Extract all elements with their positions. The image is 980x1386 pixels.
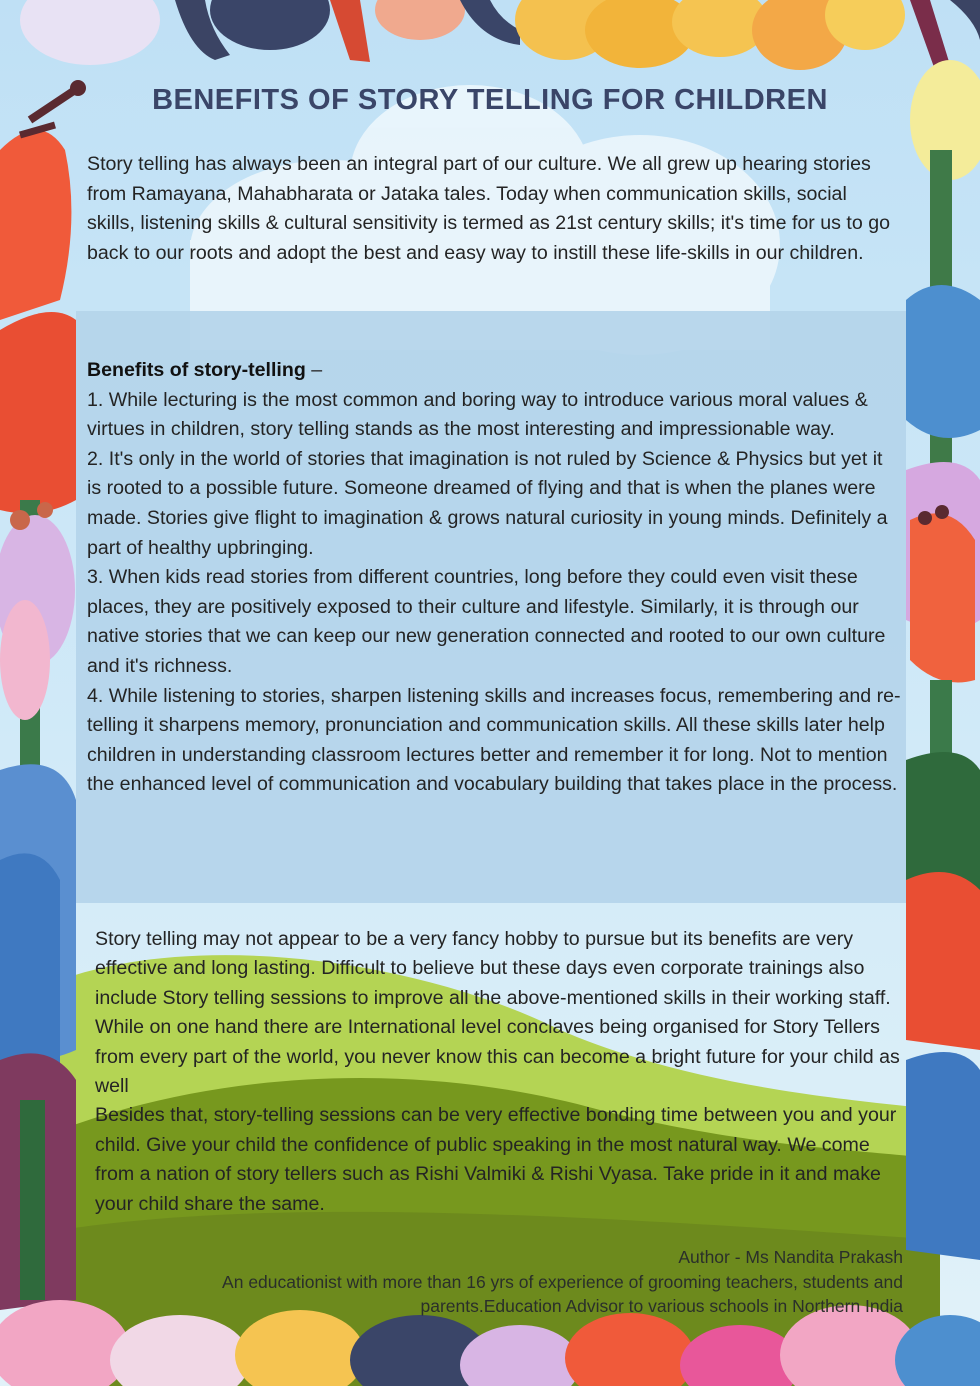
author-name: Author - Ms Nandita Prakash (678, 1247, 903, 1267)
page-title: BENEFITS OF STORY TELLING FOR CHILDREN (152, 84, 828, 116)
benefits-section (87, 356, 902, 800)
closing-section (95, 925, 907, 1219)
benefits-heading-dash: – (305, 359, 323, 381)
benefit-item-3: 3. When kids read stories from different countries, long before they could even visit these places, they are positively exposed to their culture and lifestyle. Similarly, it is through our native stories that we can keep our new generation connected and rooted to our own culture and it's richness. (87, 566, 886, 677)
author-block (103, 1245, 903, 1319)
closing-paragraph-1: Story telling may not appear to be a very fancy hobby to pursue but its benefits are very effective and long lasting. Difficult to believe but these days even corporate trainings also include Story telling sessions to improve all the above-mentioned skills in their working staff. While on one hand there are International level conclaves being organised for Story Tellers from every part of the world, you never know this can become a bright future for your child as well (95, 928, 900, 1098)
closing-paragraph-2: Besides that, story-telling sessions can be very effective bonding time between you and your child. Give your child the confidence of public speaking in the most natural way. We come from a nation of story tellers such as Rishi Valmiki & Rishi Vyasa. Take pride in it and make your child share the same. (95, 1104, 897, 1215)
benefit-item-2: 2. It's only in the world of stories that imagination is not ruled by Science & Physics but yet it is rooted to a possible future. Someone dreamed of flying and that is when the planes were made. Stories give flight to imagination & grows natural curiosity in young minds. Definitely a part of healthy upbringing. (87, 447, 888, 559)
benefit-item-4: 4. While listening to stories, sharpen listening skills and increases focus, remembering and re-telling it sharpens memory, pronunciation and communication skills. All these skills later help children in understanding classroom lectures better and remember it for long. Not to mention the enhanced level of communication and vocabulary building that takes place in the process. (87, 684, 901, 796)
author-bio: An educationist with more than 16 yrs of experience of grooming teachers, students and parents.Education Advisor to various schools in Northern India (222, 1271, 903, 1316)
benefit-item-1: 1. While lecturing is the most common and boring way to introduce various moral values & virtues in children, story telling stands as the most interesting and impressionable way. (87, 388, 868, 441)
benefits-heading: Benefits of story-telling (87, 359, 306, 381)
intro-paragraph: Story telling has always been an integral part of our culture. We all grew up hearing stories from Ramayana, Mahabharata or Jataka tales. Today when communication skills, social skills, listening skills & cultural sensitivity is termed as 21st century skills; it's time for us to go back to our roots and adopt the best and easy way to instill these life-skills in our children. (87, 153, 890, 264)
benefits-heading-line (87, 356, 902, 386)
